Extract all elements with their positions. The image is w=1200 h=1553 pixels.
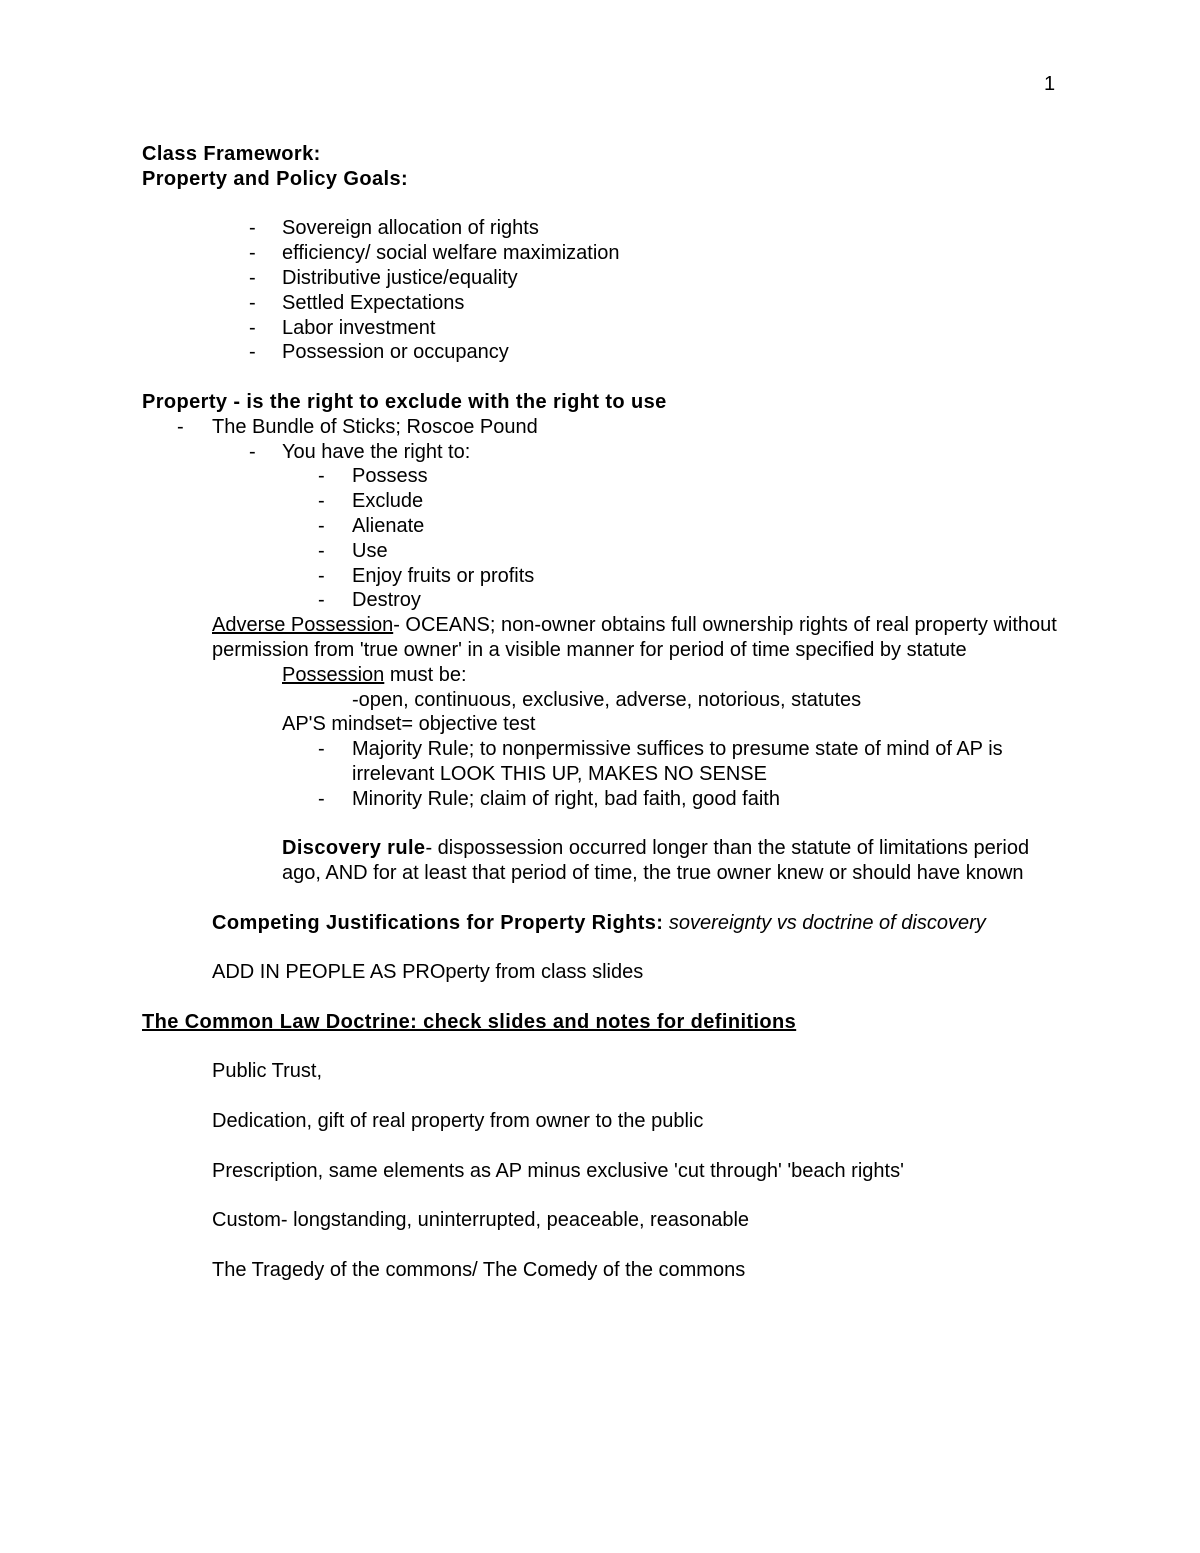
list-item: - Alienate xyxy=(318,514,425,537)
list-item: - Enjoy fruits or profits xyxy=(318,564,535,587)
common-law-item: Custom- longstanding, uninterrupted, peaceable, reasonable xyxy=(212,1209,750,1232)
list-item: - Use xyxy=(318,539,388,562)
page-number: 1 xyxy=(1044,73,1056,95)
document-body xyxy=(142,142,1072,1283)
list-item: - Possession or occupancy xyxy=(249,341,509,364)
possession-elements: -open, continuous, exclusive, adverse, notorious, statutes xyxy=(352,688,862,711)
list-item: - efficiency/ social welfare maximization xyxy=(249,242,620,265)
list-item: - Minority Rule; claim of right, bad faith, good faith xyxy=(318,787,780,810)
property-heading: Property - is the right to exclude with the right to use xyxy=(142,390,667,413)
policy-goals-list xyxy=(142,216,1072,365)
add-note: ADD IN PEOPLE AS PROperty from class slides xyxy=(212,961,644,984)
list-item: - The Bundle of Sticks; Roscoe Pound xyxy=(177,415,538,438)
common-law-item: The Tragedy of the commons/ The Comedy of the commons xyxy=(212,1258,746,1281)
common-law-item: Public Trust, xyxy=(212,1060,323,1083)
ap-mindset: AP'S mindset= objective test xyxy=(282,713,536,736)
list-item: - Distributive justice/equality xyxy=(249,266,518,289)
list-item: - Majority Rule; to nonpermissive suffices to presume state of mind of AP is irrelevant LOOK THIS UP, MAKES NO SENSE xyxy=(318,738,1003,785)
common-law-item: Prescription, same elements as AP minus exclusive 'cut through' 'beach rights' xyxy=(212,1159,904,1182)
list-item: - Exclude xyxy=(318,490,424,513)
list-item: - You have the right to: xyxy=(249,440,471,463)
common-law-item: Dedication, gift of real property from owner to the public xyxy=(212,1110,704,1133)
competing-justifications: Competing Justifications for Property Rights: sovereignty vs doctrine of discovery xyxy=(212,911,986,934)
discovery-rule: Discovery rule- dispossession occurred longer than the statute of limitations period ago, AND for at least that period of time, the true owner knew or should have known xyxy=(282,837,1030,885)
adverse-possession-definition: Adverse Possession- OCEANS; non-owner obtains full ownership rights of real property without permission from 'true owner' in a visible manner for period of time specified by statute xyxy=(212,614,1057,661)
common-law-heading: The Common Law Doctrine: check slides and notes for definitions xyxy=(142,1010,797,1033)
rights-list xyxy=(142,464,1072,613)
list-item: - Labor investment xyxy=(249,316,436,339)
adverse-possession-term: Adverse Possession xyxy=(212,614,394,637)
list-item: - Sovereign allocation of rights xyxy=(249,217,539,240)
list-item: - Settled Expectations xyxy=(249,291,465,314)
list-item: - Destroy xyxy=(318,589,421,612)
list-item: - Possess xyxy=(318,465,428,488)
possession-line: Possession must be: xyxy=(282,663,467,686)
class-framework-heading: Class Framework: xyxy=(142,143,321,165)
policy-goals-heading: Property and Policy Goals: xyxy=(142,167,409,190)
